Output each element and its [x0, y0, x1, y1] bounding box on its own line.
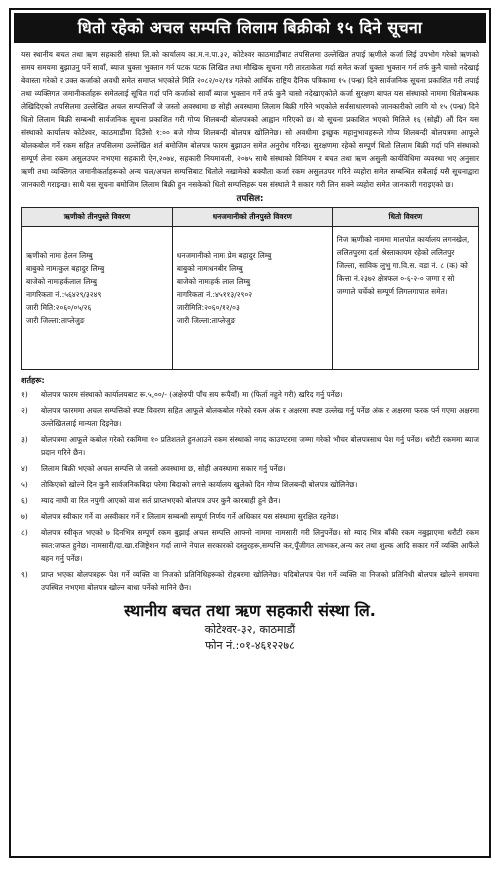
term-text: बोलपत्र स्वीकृत भएको ७ दिनभित्र सम्पूर्ण रकम बुझाई अचल सम्पत्ति आफ्नो नाममा नामसारी गरी लिनुपर्नेछ। सो म्याद भित्र बाँकी रकम नबुझाएमा धरौटी रकम स्वत:जफत हुनेछ। नामसारी/दा.खा.रजिष्ट्रेशन गर्दा लाग्ने नेपाल सरकारको दस्तुरहरू,सम्पत्ति कर,पूँजीगत लाभकर,अन्य कर तथा शुल्क आदि सकार गर्ने व्यक्ति आफैंले बहन गर्नु पर्नेछ।: [41, 528, 479, 563]
term-text: बोलपत्र फारममा अचल सम्पत्तिको स्पष्ट विवरण सहित आफूले बोलकबोल गरेको रकम अंक र अक्षरमा स्पष्ट उल्लेख गर्नु पर्नेछ अंक र अक्षरमा फरक पर्न गएमा अक्षरमा उल्लेखितलाई मान्यता दिइनेछ।: [41, 406, 479, 428]
term-number: ४): [21, 464, 28, 473]
term-number: ७): [21, 512, 28, 521]
term-number: १): [21, 390, 28, 399]
guarantor-name: धनजमानीको नामः प्रेम बहादुर लिम्बु: [176, 251, 272, 260]
borrower-issue-date: जारी मिति:२०६०/०५/२६: [26, 303, 92, 312]
term-item: [21, 404, 479, 430]
term-number: ८): [21, 528, 28, 537]
term-number: ३): [21, 435, 28, 444]
borrower-cell: [22, 227, 173, 370]
collateral-description: निज ऋणीको नाममा मालपोत कार्यालय लगनखेल, ललितपुरमा दर्ता श्रेस्ताकायम रहेको ललितपुर जिल्ला, साविक लुभु गा.वि.स. वडा नं. ८ (क) को कित्ता नं.२३७२ क्षेत्रफल ०-६-२-० जग्गा र सो जग्गाले चर्चेको सम्पूर्ण लिगलगापात समेत।: [336, 235, 470, 296]
organization-name: स्थानीय बचत तथा ऋण सहकारी संस्था लि.: [124, 601, 376, 620]
notice-body: यस स्थानीय बचत तथा ऋण सहकारी संस्था लि.को कार्यालय का.म.न.पा.३२, कोटेश्वर काठमाडौंबाट तपसिलमा उल्लेखित तपाई ऋणीले कर्जा लिई उपभोग गरेको ऋणको समय समयमा बुझाउनु पर्ने सावाँ, ब्याज चुक्ता भुक्तान गर्न पटक पटक लिखित तथा मौखिक सूचना गरी तारताकेता गर्दा समेत कर्जा चुक्ता भुक्तान गर्न तर्फ कुनै चासो नदेखाई बेवास्ता गरेको र उक्त कर्जाको अवधी समेत समाप्त भएकोले मिति २०८२/०२/१४ गतेको आर्थिक राष्ट्रिय दैनिक पत्रिकामा १५ (पन्ध्र) दिने सार्वजनिक सूचना प्रकाशित गरी तपाई तथा व्यक्तिगत जमानीकर्ताहरू समेतलाई सूचित गर्दा पनि कर्जाको सावाँ ब्याज भुक्तान गर्ने तर्फ कुनै चासो नदेखाएकोले कर्जा सुरक्षण बापत यस संस्थाको नाममा धितोबन्धक लेखिदिएको तपसिलमा उल्लेखित अचल सम्पत्तिजाँ जे जस्तो अवस्थामा छ सोही अवस्थामा लिलाम बिक्री गरिने भएकोले सर्वसाधारणको जानकारीको लागि यो १५ (पन्ध्र) दिने धितो लिलाम बिक्री सम्बन्धी सार्वजनिक सूचना प्रकाशित गरी गोप्य शिलबन्दी बोलपत्रको आह्वान गरिएको छ। यो सूचना प्रकाशित भएको मितिले १६ (सोह्रौं) औं दिन यस संस्थाको कार्यालय कोटेश्वर, काठमाडौंमा दिउँसो १:०० बजे गोप्य शिलबन्दी बोलपत्र खोलिनेछ। सो अवधीमा इच्छुक महानुभावहरूले गोप्य शिलबन्दी बोलपत्रमा आफूले बोलकबोल गर्ने रकम सहित तपसिलमा उल्लेखित शर्त बमोजिम बोलपत्र फारम बुझाउन समेत अनुरोध गरिन्छ। सुरक्षणमा रहेको सम्पूर्ण धितो लिलाम बिक्री गर्दा पनि संस्थाको सम्पूर्ण लेना रकम असुलउपर नभएमा सहकारी ऐन,२०७४, सहकारी नियमावली, २०७५ साथै संस्थाको विनियम र बचत तथा ऋण असुली कार्यविधिमा व्यवस्था भए अनुसार ऋणी तथा व्यक्तिगत जमानीकर्ताहरूको अन्य चल/अचल सम्पत्तिबाट धितोले नखामेको बक्यौता कर्जा रकम असुलउपर गरिने व्यहोरा समेत सम्बन्धित सबैलाई यसै सूचनाद्वारा जानकारी गराइन्छ। साथै यस सूचना बमोजिम लिलाम बिक्री हुन नसकेको धितो सम्पत्तिहरू यस संस्थाले नै सकार गरी लिन सक्ने व्यहोरा समेत जानकारी गराइएको छ।: [21, 50, 479, 189]
notice-page: [9, 8, 491, 858]
term-text: बोलपत्र स्वीकार गर्ने वा अस्वीकार गर्ने र लिलाम सम्बन्धी सम्पूर्ण निर्णय गर्ने अधिकार यस संस्थामा सुरक्षित रहनेछ।: [41, 512, 339, 521]
term-text: लिलाम बिक्री भएको अचल सम्पत्ति जे जस्तो अवस्थामा छ, सोही अवस्थामा सकार गर्नु पर्नेछ।: [41, 464, 286, 473]
guarantor-issue-date: जारीमिति:२०६०/१२/०३: [176, 303, 240, 312]
notice-title: धितो रहेको अचल सम्पत्ति लिलाम बिक्रीको १५ दिने सूचना: [14, 13, 486, 43]
term-item: [21, 526, 479, 565]
term-number: ५): [21, 480, 28, 489]
term-number: २): [21, 406, 28, 415]
terms-list: [21, 388, 479, 594]
details-header-row: [22, 208, 479, 227]
guarantor-citizenship: नागरिकता नं.:४५११३/२९०२: [176, 290, 253, 299]
term-text: प्राप्त भएका बोलपत्रहरू पेश गर्ने व्यक्ति वा निजको प्रतिनिधिहरूको रोहबरमा खोलिनेछ। यदिबोलपत्र पेश गर्ने व्यक्ति वा निजको प्रतिनिधी बोलपत्र खोल्ने समयमा उपस्थित नभएमा बोलपत्र खोल्न बाधा पर्नेको मानिने छैन।: [41, 570, 479, 592]
term-item: [21, 478, 479, 491]
organization-address: कोटेश्वर-३२, काठमाडौं: [204, 623, 296, 636]
term-text: तोकिएको खोल्ने दिन कुनै सार्वजनिकबिदा परेमा बिदाको लगत्ते कार्यालय खुलेको दिन गोप्य शिलबन्दी बोलपत्र खोलिनेछ।: [41, 480, 358, 489]
footer: [11, 600, 489, 654]
borrower-citizenship: नागरिकता नं.:५६४२९/३२४९: [26, 290, 102, 299]
terms-title: शर्तहरू:: [21, 376, 45, 385]
details-table: [21, 207, 479, 370]
term-item: [21, 494, 479, 507]
guarantor-cell: [172, 227, 332, 370]
term-text: बोलपत्रमा आफूले कबोल गरेको रकमिमा १० प्रतिशतले हुनआउने रकम संस्थाको नगद काउण्टरमा जम्मा गरेको भौचर बोलपत्रसाथ पेश गर्नु पर्नेछ। धरौटी रकममा ब्याज प्रदान गरिने छैन।: [41, 435, 479, 457]
header-guarantor: धनजमानीको तीनपुस्ते विवरण: [172, 208, 332, 227]
term-item: [21, 433, 479, 459]
term-text: म्याद नाघी वा रित नपुगी आएको वाश सर्त प्राप्तभएको बोलपत्र उपर कुनै कारबाही हुने छैन।: [41, 496, 281, 505]
header-collateral: धितो विवरण: [332, 208, 478, 227]
term-number: ९): [21, 570, 28, 579]
collateral-cell: [332, 227, 478, 370]
term-text: बोलपत्र फारम संस्थाको कार्यालयबाट रू.५,००/- (अक्षेरुपी पाँच सय रूपैयाँ) मा (फिर्ता नहुने गरी) खरिद गर्नु पर्नेछ।: [41, 390, 343, 399]
borrower-father: बाबुको नामःकुल बहादुर लिम्बु: [26, 264, 105, 273]
guarantor-issue-district: जारी जिल्ला:ताप्लेजुङ: [176, 316, 236, 325]
schedule-title: तपसिल:: [236, 194, 264, 204]
organization-phone: फोन नं.:०१-४६१२२७८: [205, 639, 295, 652]
details-row: [22, 227, 479, 370]
borrower-grandfather: बाजेको नामःहर्कलाल लिम्बु: [26, 277, 97, 286]
borrower-name: ऋणीको नामः हेलन लिम्बु: [26, 251, 93, 260]
header-borrower: ऋणीको तीनपुस्ते विवरण: [22, 208, 173, 227]
guarantor-grandfather: बाजेको नामःहर्क लाल लिम्बु: [176, 277, 251, 286]
term-item: [21, 568, 479, 594]
term-item: [21, 510, 479, 523]
term-item: [21, 388, 479, 401]
term-item: [21, 462, 479, 475]
guarantor-father: बाबुको नामःधनबीर लिम्बु: [176, 264, 243, 273]
borrower-issue-district: जारी जिल्ला:ताप्लेजुङ: [26, 316, 85, 325]
term-number: ६): [21, 496, 28, 505]
